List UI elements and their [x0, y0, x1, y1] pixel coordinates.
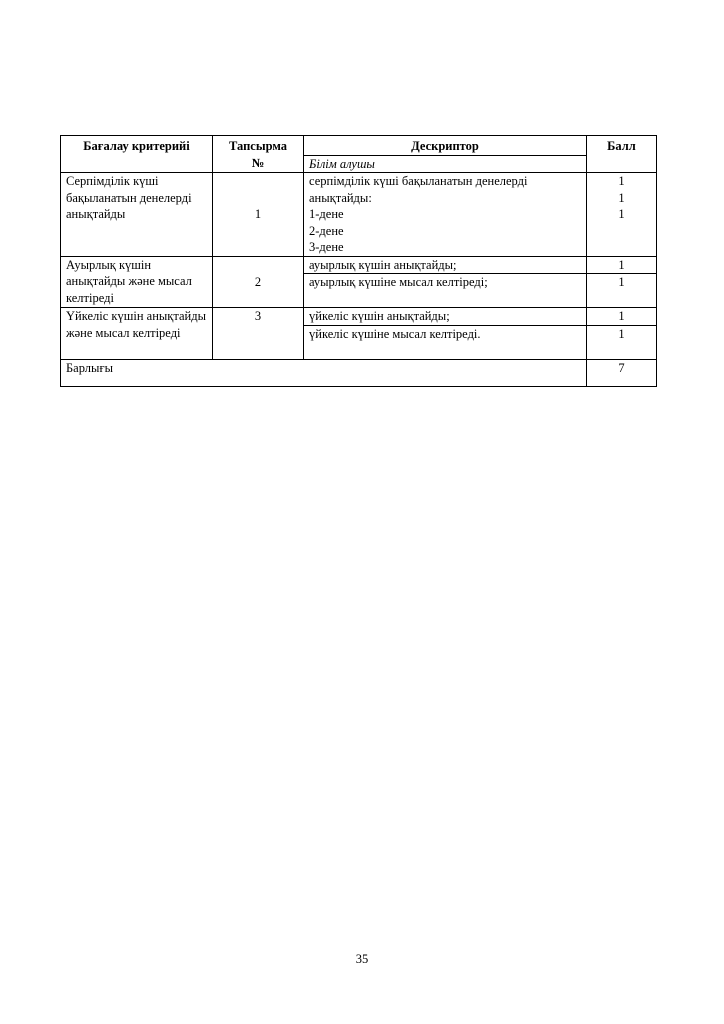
- page-number: 35: [355, 952, 369, 966]
- header-descriptor: Дескриптор: [304, 136, 587, 156]
- total-label: Барлығы: [61, 359, 587, 386]
- assessment-table: [60, 135, 657, 387]
- descriptor-cell: [304, 173, 587, 257]
- task-cell: 3: [213, 308, 304, 360]
- descriptor-cell: ауырлық күшін анықтайды;: [304, 256, 587, 274]
- descriptor-line: 1-дене: [309, 207, 344, 221]
- total-score: 7: [587, 359, 657, 386]
- score-value: 1: [618, 207, 625, 221]
- descriptor-line: 3-дене: [309, 240, 344, 254]
- task-cell: 1: [213, 173, 304, 257]
- table-row: [61, 173, 657, 257]
- total-row: [61, 359, 657, 386]
- descriptor-line: 2-дене: [309, 223, 344, 238]
- header-score: Балл: [587, 136, 657, 173]
- header-task-line1: Тапсырма: [228, 139, 288, 153]
- score-cell: 1: [587, 308, 657, 326]
- descriptor-cell: үйкеліс күшін анықтайды;: [304, 308, 587, 326]
- criteria-cell: Ауырлық күшін анықтайды және мысал келтіреді: [61, 256, 213, 308]
- header-row: [61, 136, 657, 156]
- criteria-cell: Серпімділік күші бақыланатын денелерді анықтайды: [61, 173, 213, 257]
- descriptor-cell: үйкеліс күшіне мысал келтіреді.: [304, 325, 587, 359]
- table-row: [61, 256, 657, 274]
- header-criteria: Бағалау критерийі: [61, 136, 213, 173]
- task-cell: 2: [213, 256, 304, 308]
- header-task-line2: №: [251, 155, 265, 170]
- score-value: 1: [618, 174, 625, 188]
- score-cell: 1: [587, 256, 657, 274]
- score-value: 1: [618, 190, 625, 205]
- header-descriptor-sub: Білім алушы: [304, 155, 587, 173]
- header-task: [213, 136, 304, 173]
- descriptor-cell: ауырлық күшіне мысал келтіреді;: [304, 274, 587, 308]
- criteria-cell: Үйкеліс күшін анықтайды және мысал келтіреді: [61, 308, 213, 360]
- table-row: [61, 308, 657, 326]
- score-cell: 1: [587, 274, 657, 308]
- score-cell: [587, 173, 657, 257]
- descriptor-line: серпімділік күші бақыланатын денелерді анықтайды:: [309, 174, 528, 205]
- score-cell: 1: [587, 325, 657, 359]
